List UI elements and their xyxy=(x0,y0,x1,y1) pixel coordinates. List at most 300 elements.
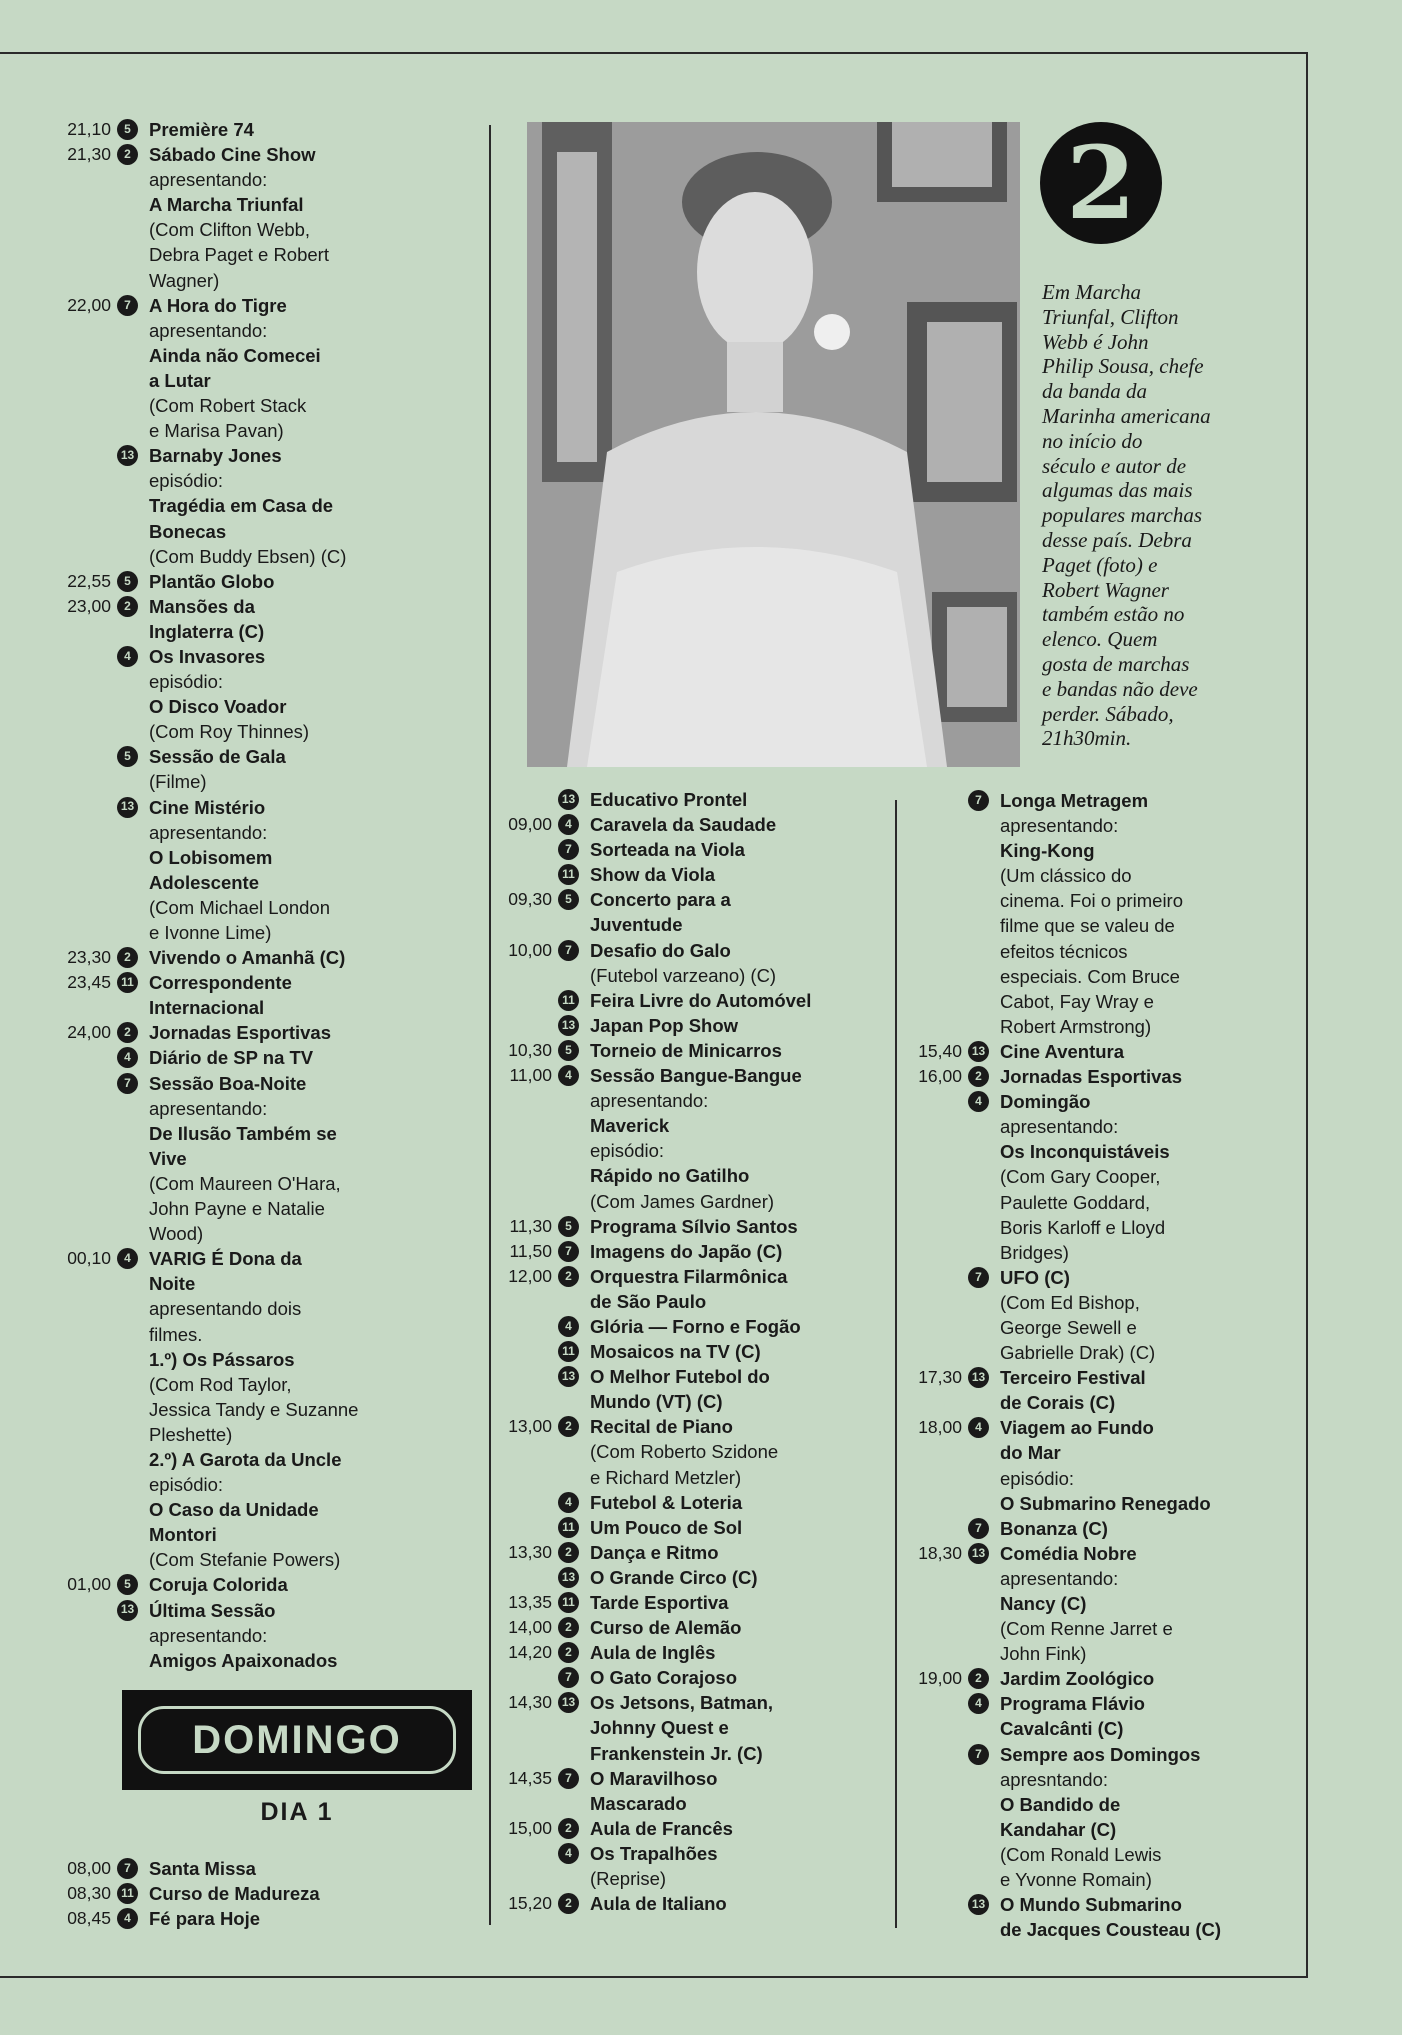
program-info xyxy=(138,644,477,744)
caption-line: elenco. Quem xyxy=(1042,627,1158,652)
program-title: O Maravilhoso xyxy=(590,1767,718,1789)
channel-icon: 13 xyxy=(117,1600,138,1621)
schedule-entry xyxy=(908,788,1298,1039)
schedule-time: 10,30 xyxy=(508,1039,552,1060)
schedule-time: 15,20 xyxy=(508,1893,552,1914)
sunday-morning-listings xyxy=(57,1856,477,1931)
program-detail: (Com Roberto Szidone xyxy=(590,1441,779,1463)
schedule-entry xyxy=(908,1666,1298,1691)
channel-icon: 11 xyxy=(558,990,579,1011)
channel-icon: 5 xyxy=(117,746,138,767)
caption-line: Paget (foto) e xyxy=(1042,552,1158,577)
program-detail: de Jacques Cousteau (C) xyxy=(1000,1919,1222,1941)
domingo-label: DOMINGO xyxy=(138,1706,456,1774)
schedule-entry xyxy=(908,1415,1298,1515)
program-title: Jardim Zoológico xyxy=(1000,1668,1155,1690)
channel-icon: 11 xyxy=(117,972,138,993)
program-title: UFO (C) xyxy=(1000,1266,1070,1288)
program-detail: (Com Rod Taylor, xyxy=(149,1373,292,1395)
program-info xyxy=(138,795,477,946)
program-detail: George Sewell e xyxy=(1000,1316,1137,1338)
caption-line: no início do xyxy=(1042,428,1143,453)
program-detail: Os Inconquistáveis xyxy=(1000,1141,1170,1163)
schedule-time: 17,30 xyxy=(918,1367,962,1388)
caption-line: gosta de marchas xyxy=(1042,651,1190,676)
program-detail: do Mar xyxy=(1000,1442,1061,1464)
channel-icon: 7 xyxy=(558,839,579,860)
schedule-entry xyxy=(57,1071,477,1247)
channel-icon: 13 xyxy=(558,1567,579,1588)
channel-badge xyxy=(1040,122,1162,244)
schedule-entry xyxy=(908,1516,1298,1541)
program-info xyxy=(579,887,883,937)
schedule-entry xyxy=(498,1364,883,1414)
program-detail: filmes. xyxy=(149,1323,203,1345)
channel-icon: 4 xyxy=(558,1492,579,1513)
saturday-listings xyxy=(57,117,477,1673)
program-detail: Wood) xyxy=(149,1223,204,1245)
program-detail: Juventude xyxy=(590,914,683,936)
schedule-entry xyxy=(498,787,883,812)
program-info xyxy=(138,569,477,594)
channel-icon: 4 xyxy=(117,1047,138,1068)
schedule-entry xyxy=(498,1590,883,1615)
program-info xyxy=(579,1640,883,1665)
channel-icon: 11 xyxy=(558,1592,579,1613)
program-detail: Amigos Apaixonados xyxy=(149,1649,338,1671)
schedule-entry xyxy=(498,862,883,887)
schedule-time: 08,00 xyxy=(67,1858,111,1878)
program-title: Correspondente xyxy=(149,972,292,994)
channel-icon: 5 xyxy=(117,1574,138,1595)
program-title: Programa Flávio xyxy=(1000,1693,1145,1715)
program-detail: Boris Karloff e Lloyd xyxy=(1000,1216,1166,1238)
program-info xyxy=(989,1265,1298,1365)
program-detail: episódio: xyxy=(149,470,224,492)
schedule-time: 14,35 xyxy=(508,1767,552,1788)
program-title: Desafio do Galo xyxy=(590,939,731,961)
program-title: Bonanza (C) xyxy=(1000,1517,1108,1539)
program-title: Os Trapalhões xyxy=(590,1842,718,1864)
program-info xyxy=(989,1666,1298,1691)
schedule-entry xyxy=(498,1565,883,1590)
program-info xyxy=(579,812,883,837)
caption-line: Em Marcha xyxy=(1042,280,1141,304)
program-info xyxy=(579,1490,883,1515)
program-title: Vivendo o Amanhã (C) xyxy=(149,947,346,969)
program-title: Sessão Bangue-Bangue xyxy=(590,1065,802,1087)
schedule-time: 08,45 xyxy=(67,1908,111,1929)
channel-icon: 2 xyxy=(968,1668,989,1689)
channel-icon: 7 xyxy=(968,1518,989,1539)
schedule-time: 09,30 xyxy=(508,889,552,910)
program-title: Cine Mistério xyxy=(149,796,266,818)
program-title: Première 74 xyxy=(149,119,254,140)
program-detail: (Com Maureen O'Hara, xyxy=(149,1172,341,1194)
column-divider xyxy=(895,800,897,1928)
channel-icon: 2 xyxy=(558,1416,579,1437)
program-info xyxy=(579,938,883,988)
program-info xyxy=(989,1541,1298,1666)
channel-icon: 11 xyxy=(558,1341,579,1362)
program-title: Os Jetsons, Batman, xyxy=(590,1692,774,1714)
schedule-entry xyxy=(57,142,477,293)
schedule-time: 15,40 xyxy=(918,1040,962,1061)
program-detail: John Fink) xyxy=(1000,1643,1087,1665)
program-title: VARIG É Dona da xyxy=(149,1248,302,1270)
schedule-entry xyxy=(498,812,883,837)
program-detail: Tragédia em Casa de xyxy=(149,495,334,517)
channel-icon: 5 xyxy=(117,571,138,592)
schedule-entry xyxy=(57,594,477,644)
schedule-time: 19,00 xyxy=(918,1668,962,1689)
channel-icon: 2 xyxy=(117,596,138,617)
channel-icon: 13 xyxy=(558,1366,579,1387)
schedule-entry xyxy=(498,837,883,862)
program-detail: John Payne e Natalie xyxy=(149,1198,325,1220)
program-title: O Grande Circo (C) xyxy=(590,1566,758,1588)
channel-icon: 13 xyxy=(968,1367,989,1388)
schedule-time: 08,30 xyxy=(67,1883,111,1904)
schedule-entry xyxy=(908,1064,1298,1089)
program-detail: Inglaterra (C) xyxy=(149,620,265,642)
program-info xyxy=(138,594,477,644)
program-detail: Kandahar (C) xyxy=(1000,1818,1117,1840)
program-info xyxy=(138,1246,477,1572)
caption-line: século e autor de xyxy=(1042,453,1187,478)
caption-line: Philip Sousa, chefe xyxy=(1042,354,1204,379)
schedule-entry xyxy=(908,1365,1298,1415)
program-detail: apresentando: xyxy=(149,1097,268,1119)
program-detail: e Richard Metzler) xyxy=(590,1466,742,1488)
program-detail: de São Paulo xyxy=(590,1290,707,1312)
channel-icon: 4 xyxy=(558,1843,579,1864)
channel-icon: 13 xyxy=(117,797,138,818)
program-title: Jornadas Esportivas xyxy=(149,1022,331,1044)
program-info xyxy=(579,1540,883,1565)
schedule-entry xyxy=(498,1665,883,1690)
program-info xyxy=(579,1891,883,1916)
program-detail: apresentando: xyxy=(1000,815,1119,837)
program-info xyxy=(579,787,883,812)
schedule-entry xyxy=(498,1690,883,1765)
program-info xyxy=(989,788,1298,1039)
schedule-time: 13,30 xyxy=(508,1541,552,1562)
caption-line: Webb é John xyxy=(1042,329,1149,354)
schedule-entry xyxy=(498,1640,883,1665)
program-detail: (Um clássico do xyxy=(1000,865,1132,887)
program-detail: (Filme) xyxy=(149,771,207,793)
program-title: Futebol & Loteria xyxy=(590,1491,743,1513)
program-info xyxy=(579,1565,883,1590)
program-detail: Mascarado xyxy=(590,1792,687,1814)
channel-icon: 4 xyxy=(117,646,138,667)
program-detail: Internacional xyxy=(149,997,265,1019)
channel-icon: 2 xyxy=(558,1266,579,1287)
program-title: Programa Sílvio Santos xyxy=(590,1215,798,1237)
program-detail: (Com Michael London xyxy=(149,896,330,918)
program-info xyxy=(138,1020,477,1045)
channel-icon: 7 xyxy=(117,295,138,316)
schedule-entry xyxy=(498,1615,883,1640)
program-detail: Montori xyxy=(149,1524,217,1546)
schedule-entry xyxy=(57,795,477,946)
program-detail: apresentando: xyxy=(1000,1567,1119,1589)
program-info xyxy=(989,1039,1298,1064)
program-detail: Adolescente xyxy=(149,871,260,893)
program-detail: apresntando: xyxy=(1000,1768,1109,1790)
program-title: Comédia Nobre xyxy=(1000,1542,1137,1564)
program-title: Diário de SP na TV xyxy=(149,1047,314,1069)
program-info xyxy=(138,1881,477,1906)
program-detail: cinema. Foi o primeiro xyxy=(1000,890,1184,912)
program-detail: de Corais (C) xyxy=(1000,1392,1116,1414)
schedule-entry xyxy=(57,1572,477,1597)
program-detail: episódio: xyxy=(590,1140,665,1162)
program-info xyxy=(579,1515,883,1540)
schedule-entry xyxy=(908,1691,1298,1741)
schedule-time: 15,00 xyxy=(508,1817,552,1838)
caption-line: também estão no xyxy=(1042,602,1185,627)
schedule-entry xyxy=(57,1020,477,1045)
channel-icon: 2 xyxy=(117,947,138,968)
program-info xyxy=(579,1214,883,1239)
program-info xyxy=(989,1691,1298,1741)
schedule-entry xyxy=(57,293,477,444)
program-info xyxy=(989,1742,1298,1893)
schedule-entry xyxy=(57,744,477,794)
program-detail: 1.º) Os Pássaros xyxy=(149,1348,295,1370)
program-info xyxy=(579,1590,883,1615)
schedule-time: 21,10 xyxy=(67,119,111,139)
program-info xyxy=(989,1064,1298,1089)
channel-icon: 7 xyxy=(968,790,989,811)
program-title: Plantão Globo xyxy=(149,570,275,592)
program-detail: (Com Stefanie Powers) xyxy=(149,1549,341,1571)
program-title: Curso de Alemão xyxy=(590,1617,742,1639)
program-detail: episódio: xyxy=(1000,1467,1075,1489)
schedule-time: 21,30 xyxy=(67,144,111,165)
channel-icon: 4 xyxy=(968,1693,989,1714)
program-title: O Mundo Submarino xyxy=(1000,1894,1182,1916)
channel-icon: 5 xyxy=(558,1216,579,1237)
schedule-entry xyxy=(498,1314,883,1339)
caption-line: perder. Sábado, xyxy=(1042,701,1174,726)
program-info xyxy=(138,1045,477,1070)
program-detail: O Caso da Unidade xyxy=(149,1499,319,1521)
channel-icon: 13 xyxy=(117,445,138,466)
schedule-entry xyxy=(57,1856,477,1881)
channel-icon: 13 xyxy=(558,789,579,810)
program-info xyxy=(138,970,477,1020)
program-info xyxy=(138,1856,477,1881)
program-info xyxy=(579,1364,883,1414)
program-info xyxy=(138,1598,477,1673)
program-title: Domingão xyxy=(1000,1091,1091,1113)
schedule-time: 23,30 xyxy=(67,947,111,968)
program-info xyxy=(138,1572,477,1597)
program-info xyxy=(989,1516,1298,1541)
photo-caption xyxy=(1042,280,1282,751)
schedule-time: 13,35 xyxy=(508,1592,552,1612)
program-info xyxy=(138,945,477,970)
program-title: Aula de Francês xyxy=(590,1817,733,1839)
channel-number: 2 xyxy=(1066,124,1136,242)
channel-icon: 4 xyxy=(558,1065,579,1086)
program-title: Show da Viola xyxy=(590,864,716,886)
caption-line: Marinha americana xyxy=(1042,403,1211,428)
program-detail: episódio: xyxy=(149,671,224,693)
channel-icon: 13 xyxy=(968,1041,989,1062)
schedule-entry xyxy=(498,1816,883,1841)
channel-icon: 2 xyxy=(117,144,138,165)
program-detail: (Com Roy Thinnes) xyxy=(149,721,310,743)
program-info xyxy=(579,1239,883,1264)
schedule-time: 18,30 xyxy=(918,1542,962,1563)
schedule-time: 12,00 xyxy=(508,1265,552,1286)
program-title: Caravela da Saudade xyxy=(590,814,777,836)
program-info xyxy=(579,837,883,862)
channel-icon: 11 xyxy=(117,1883,138,1904)
program-title: Jornadas Esportivas xyxy=(1000,1066,1182,1088)
program-title: Recital de Piano xyxy=(590,1416,733,1438)
program-info xyxy=(138,142,477,293)
program-info xyxy=(138,117,477,142)
program-detail: O Lobisomem xyxy=(149,846,273,868)
program-info xyxy=(989,1892,1298,1942)
program-info xyxy=(579,862,883,887)
channel-icon: 2 xyxy=(558,1542,579,1563)
program-info xyxy=(579,1665,883,1690)
program-info xyxy=(579,1063,883,1214)
program-detail: Johnny Quest e xyxy=(590,1717,729,1739)
program-info xyxy=(138,1906,477,1931)
program-title: Barnaby Jones xyxy=(149,445,282,467)
program-detail: Bonecas xyxy=(149,520,227,542)
schedule-time: 24,00 xyxy=(67,1022,111,1043)
schedule-entry xyxy=(498,1540,883,1565)
channel-icon: 4 xyxy=(558,814,579,835)
schedule-entry xyxy=(498,1214,883,1239)
schedule-entry xyxy=(57,970,477,1020)
program-detail: (Com Buddy Ebsen) (C) xyxy=(149,545,347,567)
schedule-time: 14,20 xyxy=(508,1642,552,1663)
program-info xyxy=(579,1766,883,1816)
program-info xyxy=(579,1841,883,1891)
schedule-time: 22,00 xyxy=(67,294,111,315)
program-info xyxy=(579,1264,883,1314)
caption-line: populares marchas xyxy=(1042,503,1203,528)
sunday-listings-right xyxy=(908,788,1298,1942)
schedule-entry xyxy=(498,1891,883,1916)
schedule-entry xyxy=(908,1265,1298,1365)
caption-line: e bandas não deve xyxy=(1042,676,1198,701)
program-info xyxy=(579,1339,883,1364)
column-divider xyxy=(489,125,491,1925)
channel-icon: 2 xyxy=(968,1066,989,1087)
program-title: Sábado Cine Show xyxy=(149,144,316,166)
program-info xyxy=(579,1414,883,1489)
schedule-entry xyxy=(498,1766,883,1816)
schedule-entry xyxy=(498,988,883,1013)
caption-line: Triunfal, Clifton xyxy=(1042,304,1179,329)
program-detail: apresentando dois xyxy=(149,1298,302,1320)
program-detail: Pleshette) xyxy=(149,1423,233,1445)
program-title: O Melhor Futebol do xyxy=(590,1366,770,1388)
program-detail: Maverick xyxy=(590,1115,670,1137)
schedule-time: 09,00 xyxy=(508,814,552,835)
channel-icon: 4 xyxy=(117,1248,138,1269)
schedule-entry xyxy=(498,1013,883,1038)
program-detail: Debra Paget e Robert xyxy=(149,244,329,266)
program-detail: O Submarino Renegado xyxy=(1000,1492,1211,1514)
schedule-time: 13,00 xyxy=(508,1416,552,1437)
program-title: Os Invasores xyxy=(149,645,266,667)
program-title: Japan Pop Show xyxy=(590,1014,739,1036)
program-info xyxy=(579,988,883,1013)
program-detail: filme que se valeu de xyxy=(1000,915,1175,937)
schedule-entry xyxy=(908,1039,1298,1064)
program-detail: Frankenstein Jr. (C) xyxy=(590,1742,763,1764)
program-title: Longa Metragem xyxy=(1000,790,1149,811)
schedule-entry xyxy=(57,1598,477,1673)
program-detail: a Lutar xyxy=(149,369,211,391)
schedule-entry xyxy=(57,644,477,744)
program-detail: efeitos técnicos xyxy=(1000,940,1128,962)
day-label: DIA 1 xyxy=(260,1798,334,1826)
program-info xyxy=(579,1690,883,1765)
channel-icon: 4 xyxy=(558,1316,579,1337)
program-title: Torneio de Minicarros xyxy=(590,1039,782,1061)
schedule-entry xyxy=(57,117,477,142)
program-detail: (Com Gary Cooper, xyxy=(1000,1166,1161,1188)
program-detail: (Com Ed Bishop, xyxy=(1000,1291,1140,1313)
program-info xyxy=(138,443,477,568)
schedule-entry xyxy=(498,887,883,937)
program-detail: Bridges) xyxy=(1000,1241,1069,1263)
program-title: Sorteada na Viola xyxy=(590,839,745,861)
schedule-entry xyxy=(498,938,883,988)
program-detail: O Bandido de xyxy=(1000,1793,1121,1815)
program-detail: e Yvonne Romain) xyxy=(1000,1869,1152,1891)
program-title: Dança e Ritmo xyxy=(590,1541,719,1563)
program-info xyxy=(989,1365,1298,1415)
program-detail: King-Kong xyxy=(1000,840,1095,862)
program-title: Curso de Madureza xyxy=(149,1883,320,1905)
schedule-entry xyxy=(498,1414,883,1489)
schedule-time: 10,00 xyxy=(508,939,552,960)
schedule-time: 18,00 xyxy=(918,1417,962,1438)
program-info xyxy=(579,1816,883,1841)
channel-icon: 7 xyxy=(558,1768,579,1789)
schedule-time: 01,00 xyxy=(67,1574,111,1595)
schedule-time: 16,00 xyxy=(918,1066,962,1087)
schedule-time: 14,30 xyxy=(508,1692,552,1713)
program-detail: episódio: xyxy=(149,1474,224,1496)
schedule-entry xyxy=(498,1841,883,1891)
program-title: Aula de Inglês xyxy=(590,1642,716,1664)
program-title: Sessão Boa-Noite xyxy=(149,1072,307,1094)
channel-icon: 7 xyxy=(558,940,579,961)
channel-icon: 5 xyxy=(558,889,579,910)
channel-icon: 2 xyxy=(558,1617,579,1638)
schedule-time: 23,00 xyxy=(67,595,111,616)
channel-icon: 2 xyxy=(558,1818,579,1839)
program-detail: apresentando: xyxy=(590,1090,709,1112)
program-detail: apresentando: xyxy=(149,319,268,341)
schedule-entry xyxy=(498,1264,883,1314)
program-detail: Paulette Goddard, xyxy=(1000,1191,1151,1213)
